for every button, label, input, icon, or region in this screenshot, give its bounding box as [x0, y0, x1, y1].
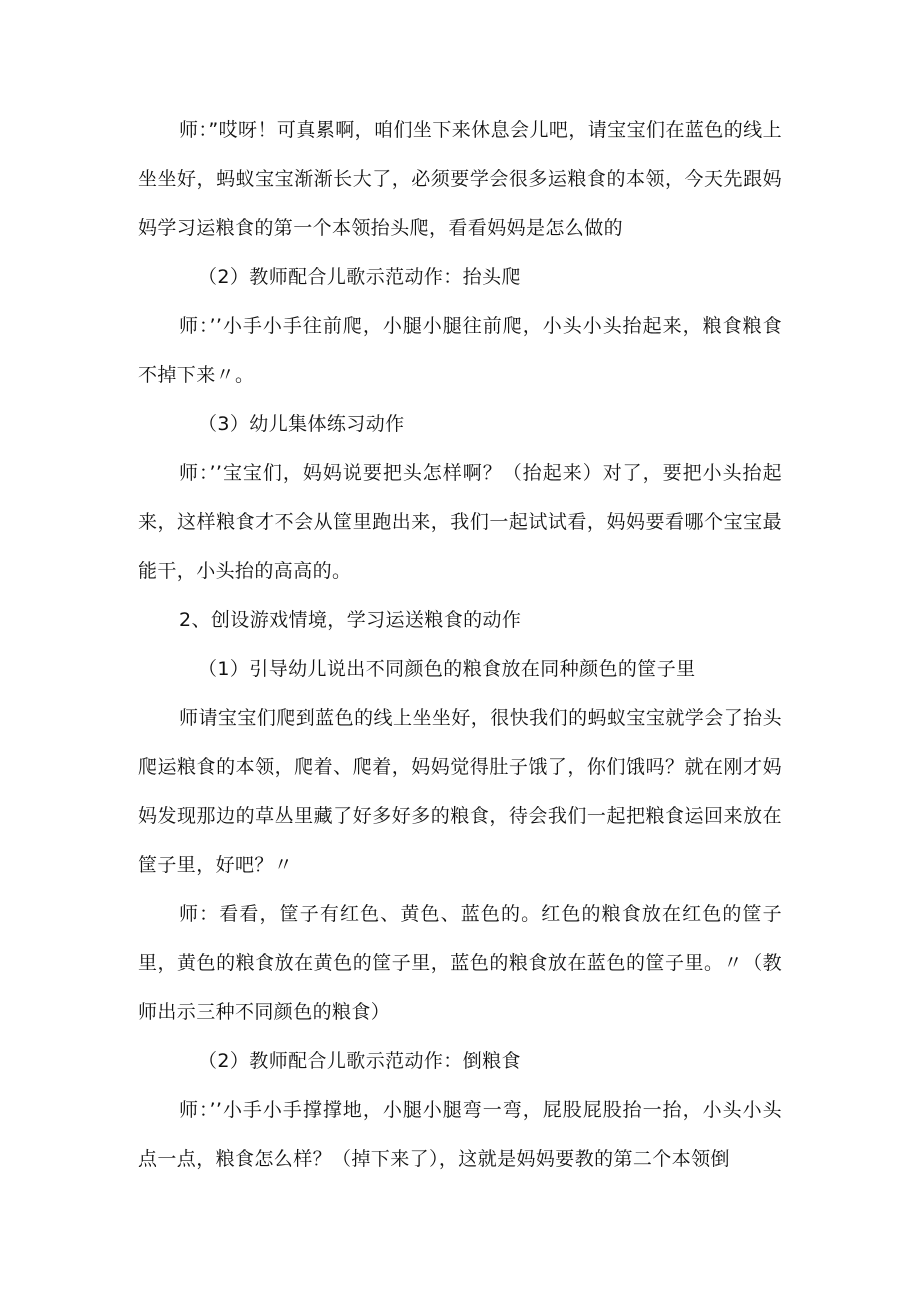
paragraph-color-sorting: 师：看看，筐子有红色、黄色、蓝色的。红色的粮食放在红色的筐子里，黄色的粮食放在黄色的筐子里，蓝色的粮食放在蓝色的筐子里。〃（教师出示三种不同颜色的粮食）	[138, 903, 782, 1023]
step-heading-color-baskets: （1）引导幼儿说出不同颜色的粮食放在同种颜色的筐子里	[198, 658, 696, 680]
paragraph-rhyme-pour-food: 师：’’小手小手撑撑地，小腿小腿弯一弯，屁股屁股抬一抬，小头小头点一点，粮食怎么样？（掉下来了），这就是妈妈要教的第二个本领倒	[138, 1099, 782, 1170]
paragraph-practice-dialogue: 师：’’宝宝们，妈妈说要把头怎样啊？（抬起来）对了，要把小头抬起来，这样粮食才不会从筐里跑出来，我们一起试试看，妈妈要看哪个宝宝最能干，小头抬的高高的。	[138, 462, 782, 582]
step-heading-group-practice: （3）幼儿集体练习动作	[198, 413, 405, 435]
paragraph-rhyme-raise-head: 师：’’小手小手往前爬，小腿小腿往前爬，小头小头抬起来，粮食粮食不掉下来〃。	[138, 315, 782, 386]
step-heading-raise-head-crawl: （2）教师配合儿歌示范动作：抬头爬	[198, 266, 521, 288]
section-heading-game-scenario: 2、创设游戏情境，学习运送粮食的动作	[179, 609, 522, 631]
document-body	[138, 106, 782, 1184]
paragraph-rest-instruction: 师：”哎呀！可真累啊，咱们坐下来休息会儿吧，请宝宝们在蓝色的线上坐坐好，蚂蚁宝宝渐渐长大了，必须要学会很多运粮食的本领，今天先跟妈妈学习运粮食的第一个本领抬头爬，看看妈妈是怎么做的	[138, 119, 782, 239]
paragraph-hungry-story: 师请宝宝们爬到蓝色的线上坐坐好，很快我们的蚂蚁宝宝就学会了抬头爬运粮食的本领，爬着、爬着，妈妈觉得肚子饿了，你们饿吗？就在刚才妈妈发现那边的草丛里藏了好多好多的粮食，待会我们一起把粮食运回来放在筐子里，好吧？〃	[138, 707, 782, 876]
step-heading-pour-food: （2）教师配合儿歌示范动作：倒粮食	[198, 1050, 521, 1072]
